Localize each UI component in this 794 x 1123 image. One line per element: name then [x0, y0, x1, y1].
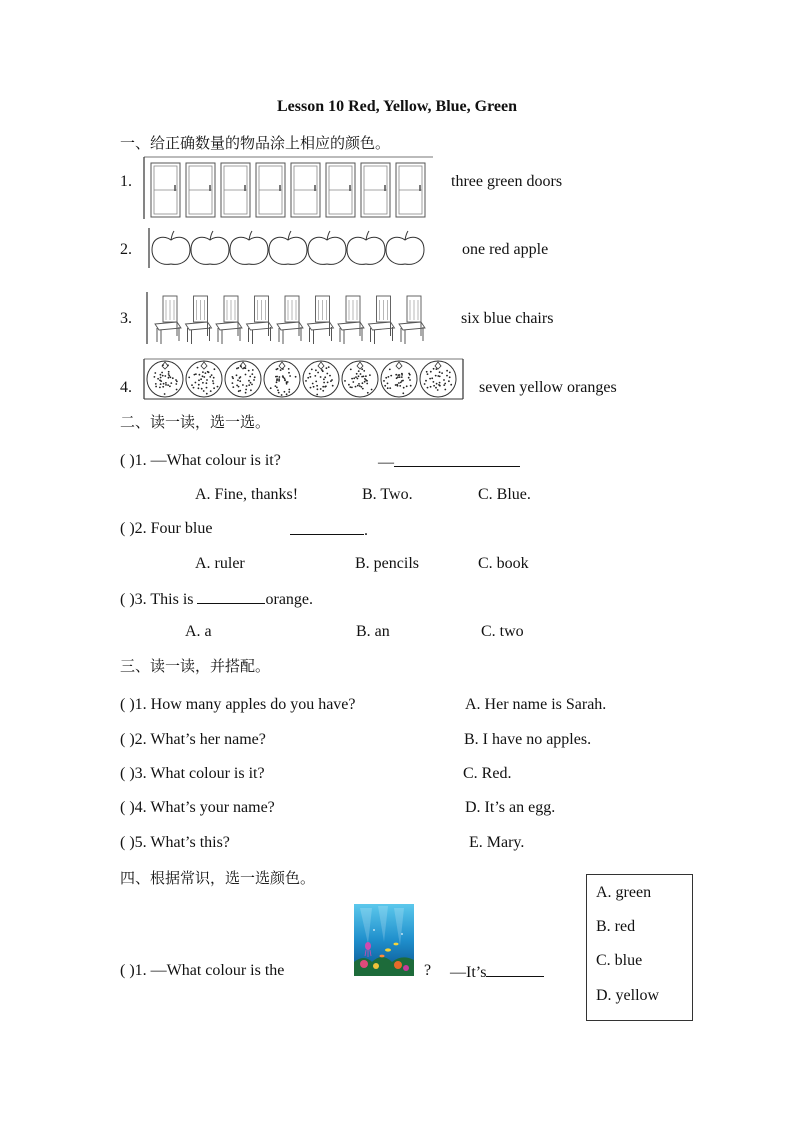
chair-icon [277, 296, 303, 344]
s2-q2-option-a: A. ruler [195, 555, 245, 572]
chair-icon [369, 296, 395, 344]
door-icon [151, 163, 180, 217]
s2-q2-end: . [364, 522, 368, 539]
s4-q1-answer-lead: —It’s [450, 964, 487, 981]
s4-q1-stem: 1. —What colour is the [134, 962, 285, 979]
chair-icon [186, 296, 212, 344]
s2-q2-option-b: B. pencils [355, 555, 419, 572]
s2-q3-option-c: C. two [481, 623, 524, 640]
s3-question: 4. What’s your name? [134, 799, 275, 816]
orange-icon [420, 361, 456, 397]
orange-icon [342, 361, 378, 397]
s2-q3 [120, 588, 313, 610]
item3-text: six blue chairs [461, 310, 554, 327]
item4-text: seven yellow oranges [479, 379, 617, 396]
apple-icon [230, 231, 268, 264]
answer-parentheses[interactable]: ( ) [120, 799, 135, 816]
door-row [143, 155, 435, 221]
s3-answer: A. Her name is Sarah. [465, 696, 607, 713]
apple-icon [386, 231, 424, 264]
apple-icon [269, 231, 307, 264]
orange-icon [147, 361, 183, 397]
s2-q3-stem-a: 3. This is [134, 591, 194, 608]
s3-answer: C. Red. [463, 765, 512, 782]
option-red: B. red [596, 918, 636, 935]
s2-q1-option-b: B. Two. [362, 486, 413, 503]
orange-icon [264, 361, 300, 397]
chair-row [145, 290, 430, 346]
door-icon [221, 163, 250, 217]
apple-row [147, 226, 427, 270]
door-icon [186, 163, 215, 217]
s2-q1-stem: 1. —What colour is it? [134, 452, 281, 469]
answer-parentheses[interactable]: ( ) [120, 591, 135, 608]
chair-icon [399, 296, 425, 344]
orange-icon [303, 361, 339, 397]
s4-q1-qmark: ? [424, 962, 432, 979]
s2-q1-option-c: C. Blue. [478, 486, 531, 503]
item3-number: 3. [120, 310, 132, 327]
door-icon [326, 163, 355, 217]
apple-icon [347, 231, 385, 264]
s2-q1-option-a: A. Fine, thanks! [195, 486, 299, 503]
s3-row-5 [120, 833, 230, 853]
answer-parentheses[interactable]: ( ) [120, 765, 135, 782]
orange-icon [186, 361, 222, 397]
page-title: Lesson 10 Red, Yellow, Blue, Green [276, 98, 517, 115]
color-options-box [586, 874, 693, 1021]
s3-answer: E. Mary. [469, 834, 525, 851]
s2-q3-stem-b: orange. [265, 591, 314, 608]
answer-parentheses[interactable]: ( ) [120, 962, 135, 979]
s3-question: 1. How many apples do you have? [134, 696, 356, 713]
item2-text: one red apple [462, 241, 549, 258]
s3-answer: D. It’s an egg. [465, 799, 556, 816]
s2-q1 [120, 451, 281, 471]
section3-heading: 三、读一读，并搭配。 [120, 657, 271, 675]
s4-q1-answer [450, 961, 544, 983]
apple-icon [191, 231, 229, 264]
s2-q2-blank-group [290, 519, 368, 541]
orange-icon [225, 361, 261, 397]
answer-parentheses[interactable]: ( ) [120, 520, 135, 537]
s3-row-3 [120, 764, 265, 784]
apple-icon [308, 231, 346, 264]
chair-icon [216, 296, 242, 344]
item4-number: 4. [120, 379, 132, 396]
answer-parentheses[interactable]: ( ) [120, 452, 135, 469]
answer-parentheses[interactable]: ( ) [120, 834, 135, 851]
chair-icon [247, 296, 273, 344]
answer-blank[interactable] [394, 451, 520, 467]
chair-icon [308, 296, 334, 344]
answer-parentheses[interactable]: ( ) [120, 731, 135, 748]
orange-row [143, 358, 465, 400]
option-yellow: D. yellow [596, 987, 660, 1004]
option-green: A. green [596, 884, 652, 901]
answer-blank[interactable] [486, 961, 544, 977]
s2-q2-option-c: C. book [478, 555, 529, 572]
door-icon [361, 163, 390, 217]
section2-heading: 二、读一读，选一选。 [120, 413, 271, 431]
answer-blank[interactable] [290, 519, 364, 535]
item2-number: 2. [120, 241, 132, 258]
s3-question: 5. What’s this? [134, 834, 230, 851]
orange-icon [381, 361, 417, 397]
sea-picture-icon [354, 904, 414, 976]
door-icon [256, 163, 285, 217]
s2-q2-stem: 2. Four blue [134, 520, 213, 537]
section1-heading: 一、给正确数量的物品涂上相应的颜色。 [120, 134, 391, 152]
s3-question: 3. What colour is it? [134, 765, 265, 782]
s2-q3-option-b: B. an [356, 623, 390, 640]
door-icon [396, 163, 425, 217]
chair-icon [155, 296, 181, 344]
option-blue: C. blue [596, 952, 643, 969]
apple-icon [152, 231, 190, 264]
s4-q1 [120, 961, 284, 981]
s2-q1-dash: — [378, 454, 394, 471]
s2-q2 [120, 519, 212, 539]
s3-answer: B. I have no apples. [464, 731, 592, 748]
s2-q1-response [378, 451, 520, 473]
answer-blank[interactable] [197, 588, 265, 604]
chair-icon [338, 296, 364, 344]
door-icon [291, 163, 320, 217]
s3-row-4 [120, 798, 275, 818]
answer-parentheses[interactable]: ( ) [120, 696, 135, 713]
item1-text: three green doors [451, 173, 563, 190]
s3-row-1 [120, 695, 356, 715]
s3-question: 2. What’s her name? [134, 731, 266, 748]
item1-number: 1. [120, 173, 132, 190]
section4-heading: 四、根据常识，选一选颜色。 [120, 869, 316, 887]
s2-q3-option-a: A. a [185, 623, 212, 640]
s3-row-2 [120, 730, 266, 750]
